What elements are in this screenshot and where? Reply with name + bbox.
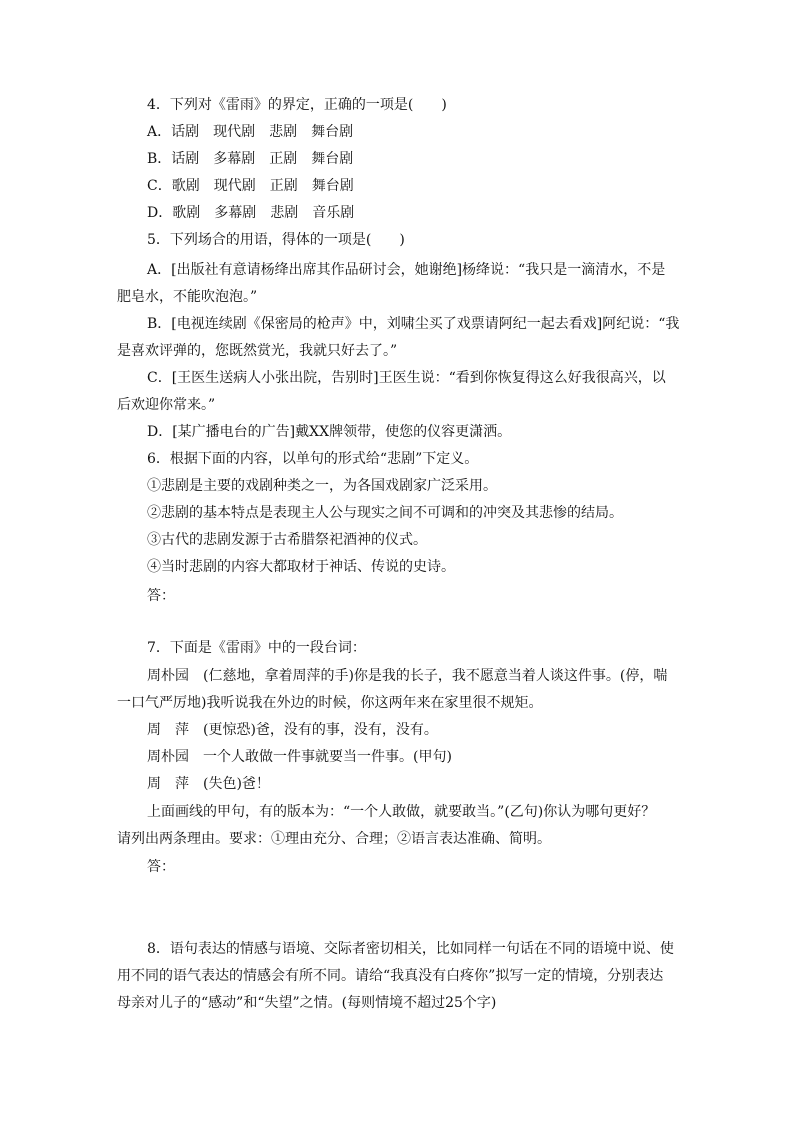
q6-item-3: ③古代的悲剧发源于古希腊祭祀酒神的仪式。 — [147, 532, 427, 548]
q5-option-c-cont: 后欢迎你常来。” — [117, 397, 216, 413]
q5-option-a-cont: 肥皂水，不能吹泡泡。” — [117, 289, 258, 305]
q7-line-2: 周 萍 (更惊恐)爸，没有的事，没有，没有。 — [147, 722, 438, 738]
q5-option-d: D．[某广播电台的广告]戴XX牌领带，使您的仪容更潇洒。 — [147, 424, 512, 440]
q6-item-4: ④当时悲剧的内容大都取材于神话、传说的史诗。 — [147, 559, 455, 575]
q7-line-4: 周 萍 (失色)爸！ — [147, 776, 270, 792]
q7-question-cont: 请列出两条理由。要求：①理由充分、合理；②语言表达准确、简明。 — [117, 831, 551, 847]
q8-line-3: 母亲对儿子的“感动”和“失望”之情。(每则情境不超过25个字) — [117, 995, 497, 1011]
q7-question: 上面画线的甲句，有的版本为：“一个人敢做，就要敢当。”(乙句)你认为哪句更好？ — [147, 804, 656, 820]
q7-stem: 7．下面是《雷雨》中的一段台词： — [147, 640, 366, 656]
q5-option-b: B．[电视连续剧《保密局的枪声》中，刘啸尘买了戏票请阿纪一起去看戏]阿纪说：“我 — [147, 316, 680, 332]
q6-stem: 6．根据下面的内容，以单句的形式给“悲剧”下定义。 — [147, 451, 479, 467]
q7-line-1: 周朴园 (仁慈地，拿着周萍的手)你是我的长子，我不愿意当着人谈这件事。(停，喘 — [147, 668, 668, 684]
q4-option-b: B．话剧 多幕剧 正剧 舞台剧 — [147, 151, 354, 167]
q5-option-a: A．[出版社有意请杨绛出席其作品研讨会，她谢绝]杨绛说：“我只是一滴清水，不是 — [147, 262, 666, 278]
q4-stem: 4．下列对《雷雨》的界定，正确的一项是( ) — [147, 97, 447, 113]
q5-option-b-cont: 是喜欢评弹的，您既然赏光，我就只好去了。” — [117, 343, 398, 359]
q7-answer-label: 答： — [147, 859, 175, 875]
q8-line-1: 8．语句表达的情感与语境、交际者密切相关，比如同样一句话在不同的语境中说、使 — [147, 941, 674, 957]
q6-answer-label: 答： — [147, 588, 175, 604]
q7-line-3: 周朴园 一个人敢做一件事就要当一件事。(甲句) — [147, 749, 452, 765]
q4-option-c: C．歌剧 现代剧 正剧 舞台剧 — [147, 178, 354, 194]
q8-line-2: 用不同的语气表达的情感会有所不同。请给“我真没有白疼你”拟写一定的情境，分别表达 — [117, 968, 664, 984]
q6-item-2: ②悲剧的基本特点是表现主人公与现实之间不可调和的冲突及其悲惨的结局。 — [147, 505, 623, 521]
q4-option-a: A．话剧 现代剧 悲剧 舞台剧 — [147, 124, 354, 140]
q4-option-d: D．歌剧 多幕剧 悲剧 音乐剧 — [147, 205, 355, 221]
q5-option-c: C．[王医生送病人小张出院，告别时]王医生说：“看到你恢复得这么好我很高兴，以 — [147, 370, 666, 386]
q7-line-1-cont: 一口气严厉地)我听说我在外边的时候，你这两年来在家里很不规矩。 — [117, 695, 543, 711]
q5-stem: 5．下列场合的用语，得体的一项是( ) — [147, 232, 405, 248]
q6-item-1: ①悲剧是主要的戏剧种类之一，为各国戏剧家广泛采用。 — [147, 478, 497, 494]
